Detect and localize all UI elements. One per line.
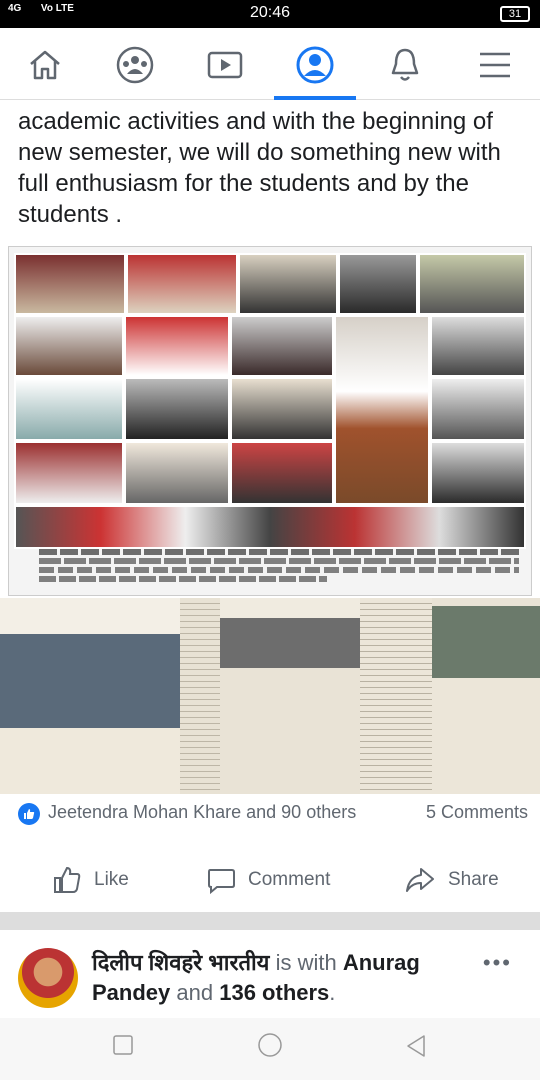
groups-icon[interactable] — [108, 40, 162, 90]
end-punct: . — [329, 980, 336, 1005]
share-label: Share — [448, 869, 499, 890]
collage-tile — [230, 441, 334, 505]
reactions-summary[interactable] — [18, 800, 528, 830]
collage-tile — [14, 253, 126, 315]
battery-level: 31 — [508, 8, 522, 20]
collage-tile — [126, 253, 238, 315]
collage-tile — [418, 253, 526, 315]
collage-image — [14, 253, 526, 549]
collage-tile — [124, 441, 230, 505]
avatar[interactable] — [18, 948, 78, 1008]
author-name[interactable]: दिलीप शिवहरे भारतीय — [92, 950, 270, 975]
collage-tile — [338, 253, 418, 315]
volte-label: Vo LTE — [40, 3, 74, 14]
collage-tile-speaker — [334, 315, 430, 505]
post-actions — [0, 850, 540, 910]
collage-tile — [124, 315, 230, 377]
system-navigation-bar — [0, 1018, 540, 1080]
with-text: is with — [275, 950, 337, 975]
comment-button[interactable] — [206, 864, 330, 896]
share-icon — [404, 865, 436, 895]
thumbs-up-icon — [52, 865, 82, 895]
feed-divider — [0, 912, 540, 930]
newspaper-column — [180, 598, 220, 794]
collage-caption — [39, 549, 519, 582]
newspaper-column — [360, 598, 432, 794]
collage-tile — [430, 315, 526, 377]
newspaper-clipping-left — [0, 598, 180, 794]
more-options-icon[interactable]: ••• — [482, 950, 512, 975]
post-text: academic activities and with the beginning of new semester, we will do something new with full enthusiasm for the students and by the students . — [18, 108, 501, 228]
collage-tile — [238, 253, 338, 315]
notifications-icon[interactable] — [378, 40, 432, 90]
clock: 20:46 — [249, 4, 291, 21]
battery-icon — [500, 6, 530, 22]
and-text: and — [176, 980, 214, 1005]
menu-icon[interactable] — [468, 40, 522, 90]
post-photo-newspaper[interactable] — [0, 598, 540, 794]
comment-icon — [206, 865, 236, 895]
tagged-name[interactable]: Anurag Pandey — [92, 950, 420, 1005]
next-post-header — [0, 930, 540, 1018]
collage-tile — [14, 441, 124, 505]
collage-tile-strip — [14, 505, 526, 549]
status-bar — [0, 0, 540, 28]
recent-apps-icon[interactable] — [112, 1034, 134, 1061]
active-tab-indicator — [274, 96, 356, 100]
profile-icon[interactable] — [288, 40, 342, 90]
others-link[interactable]: 136 others — [219, 980, 330, 1005]
top-navigation — [0, 28, 540, 100]
comment-label: Comment — [248, 869, 331, 890]
newspaper-clipping-center — [220, 598, 360, 794]
home-button-icon[interactable] — [257, 1032, 283, 1063]
collage-tile — [14, 377, 124, 441]
like-button[interactable] — [52, 864, 129, 896]
collage-tile — [230, 377, 334, 441]
like-label: Like — [94, 869, 129, 890]
share-button[interactable] — [404, 864, 499, 896]
network-type: 4G — [8, 3, 22, 14]
post-photo-collage[interactable] — [8, 246, 532, 596]
next-post-title — [92, 948, 472, 1008]
home-icon[interactable] — [18, 40, 72, 90]
newspaper-clipping-right — [432, 598, 540, 794]
reactions-text[interactable]: Jeetendra Mohan Khare and 90 others — [48, 802, 357, 822]
comments-count[interactable]: 5 Comments — [425, 802, 528, 822]
collage-tile — [430, 377, 526, 441]
like-reaction-icon — [18, 803, 40, 825]
collage-tile — [124, 377, 230, 441]
collage-tile — [430, 441, 526, 505]
collage-tile — [230, 315, 334, 377]
back-icon[interactable] — [404, 1034, 428, 1063]
watch-icon[interactable] — [198, 40, 252, 90]
collage-tile — [14, 315, 124, 377]
